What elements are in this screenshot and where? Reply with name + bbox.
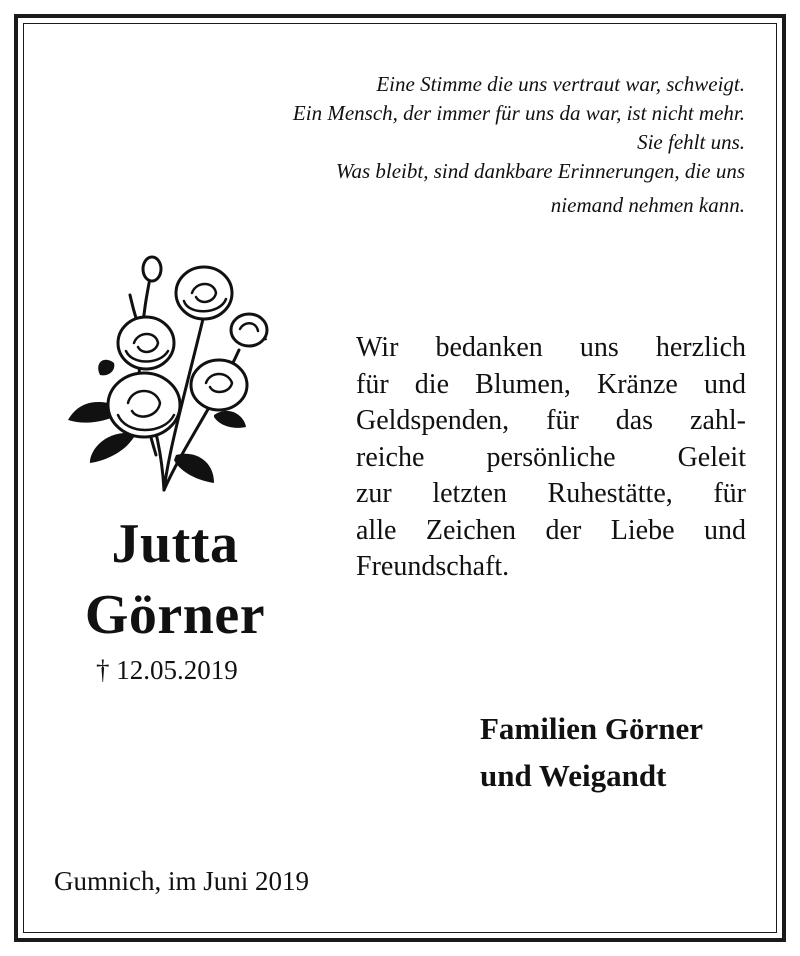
thank-you-text — [356, 330, 746, 586]
family-line: und Weigandt — [480, 758, 667, 793]
thanks-line: alle Zeichen der Liebe und — [356, 514, 746, 546]
poem-line: niemand nehmen kann. — [550, 193, 745, 217]
thanks-line: Geldspenden, für das zahl- — [356, 405, 746, 436]
thanks-line: zur letzten Ruhestätte, für — [356, 478, 746, 509]
poem-line: Eine Stimme die uns vertraut war, schweigt. — [376, 72, 745, 96]
thanks-line: Wir bedanken uns herzlich — [356, 332, 746, 363]
place-and-date: Gumnich, im Juni 2019 — [54, 866, 309, 896]
deceased-last-name: Görner — [84, 584, 266, 646]
family-line: Familien Görner — [480, 711, 703, 746]
family-signature — [480, 705, 703, 799]
poem-line: Ein Mensch, der immer für uns da war, ist nicht mehr. — [292, 101, 745, 125]
memorial-poem — [145, 70, 745, 220]
thanks-line: Freundschaft. — [356, 551, 510, 582]
roses-icon — [64, 255, 274, 495]
thanks-line: reiche persönliche Geleit — [356, 441, 746, 473]
deceased-first-name: Jutta — [111, 513, 239, 575]
poem-line: Was bleibt, sind dankbare Erinnerungen, die uns — [335, 159, 745, 183]
thanks-line: für die Blumen, Kränze und — [356, 368, 746, 400]
poem-line: Sie fehlt uns. — [637, 130, 745, 154]
death-date: † 12.05.2019 — [96, 655, 238, 685]
